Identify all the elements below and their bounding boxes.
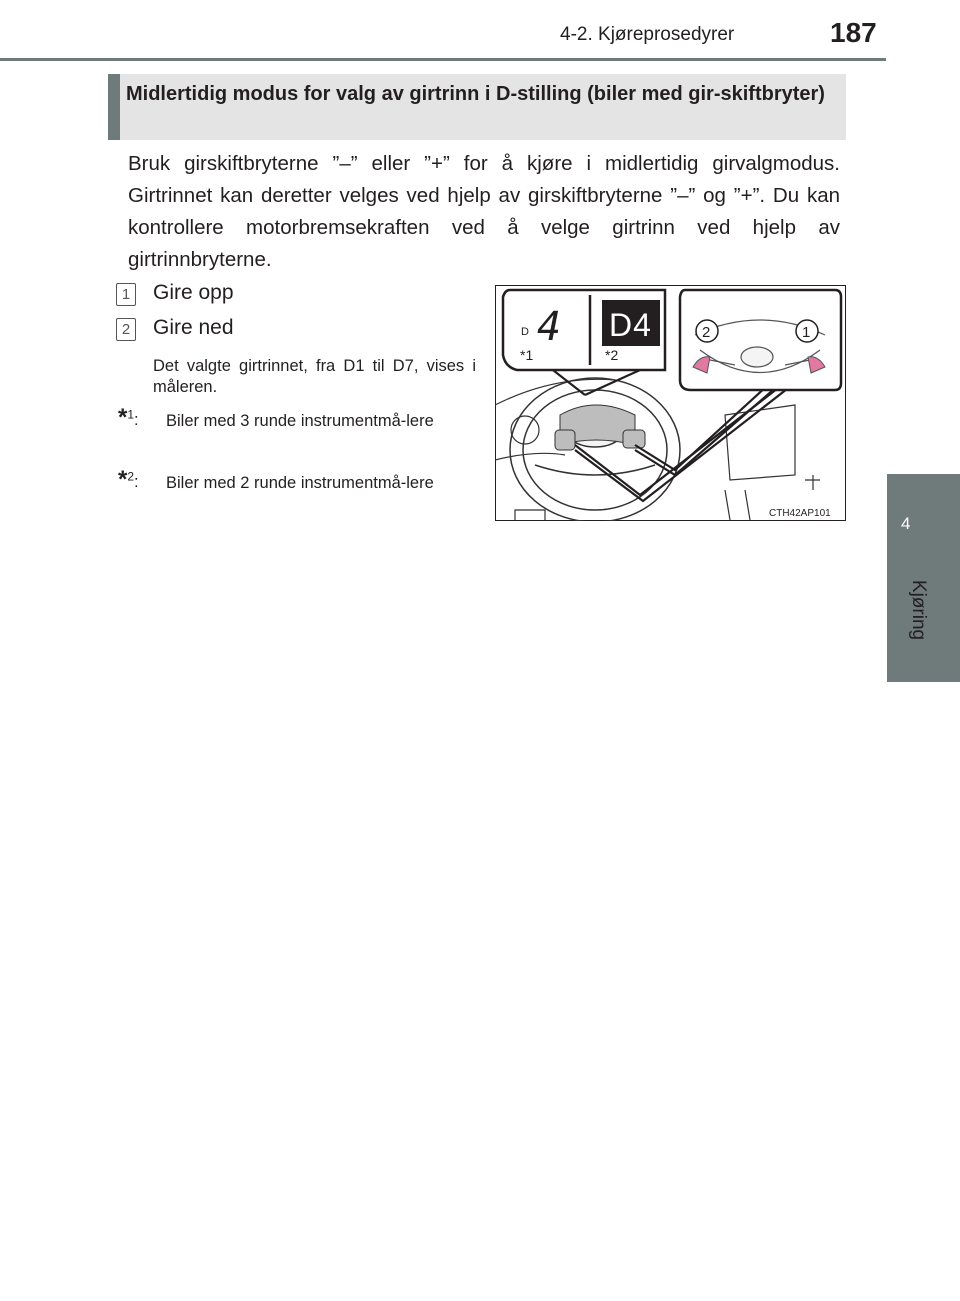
display-1-marker: *1 [520,347,534,363]
chapter-tab [887,474,960,682]
item-number-1: 1 [116,283,136,306]
page-number: 187 [830,17,877,48]
title-accent-bar [108,74,120,140]
footnote-marker-2: *$^2$: [118,466,139,493]
callout-1-label: 1 [802,324,811,341]
callout-2-label: 2 [702,324,711,341]
display-2-text: D4 [609,307,652,343]
section-label: 4-2. Kjøreprosedyrer [560,24,735,45]
display-1-gear: 4 [537,304,562,350]
item-label-gear-down: Gire ned [153,316,234,339]
gear-note: Det valgte girtrinnet, fra D1 til D7, vises i måleren. [153,357,476,396]
right-paddle-highlight [623,430,645,448]
section-title: Midlertidig modus for valg av girtrinn i D-stilling (biler med gir-skiftbryter) [126,83,825,105]
chapter-tab-number: 4 [901,514,911,533]
item-number-2: 2 [116,318,136,341]
figure-code: CTH42AP101 [769,508,831,519]
item-label-gear-up: Gire opp [153,281,234,304]
footnote-marker-1: *$^1$: [118,404,139,431]
left-paddle-highlight [555,430,575,450]
chapter-tab-label: Kjøring [908,579,929,641]
display-1-prefix: D [521,326,529,338]
footnote-text-2: Biler med 2 runde instrumentmå-lere [166,474,434,492]
display-2-marker: *2 [605,347,619,363]
steering-wheel-illustration [495,285,846,521]
intro-paragraph: Bruk girskiftbryterne ”–” eller ”+” for å kjøre i midlertidig girvalgmodus. Girtrinnet kan deretter velges ved hjelp av girskiftbryterne ”–” og ”+”. Du kan kontrollere motorbremsekraften ved å velge girtrinn ved hjelp av girtrinnbryterne. [128,152,840,271]
footnote-text-1: Biler med 3 runde instrumentmå-lere [166,412,434,430]
header-rule [0,58,886,61]
